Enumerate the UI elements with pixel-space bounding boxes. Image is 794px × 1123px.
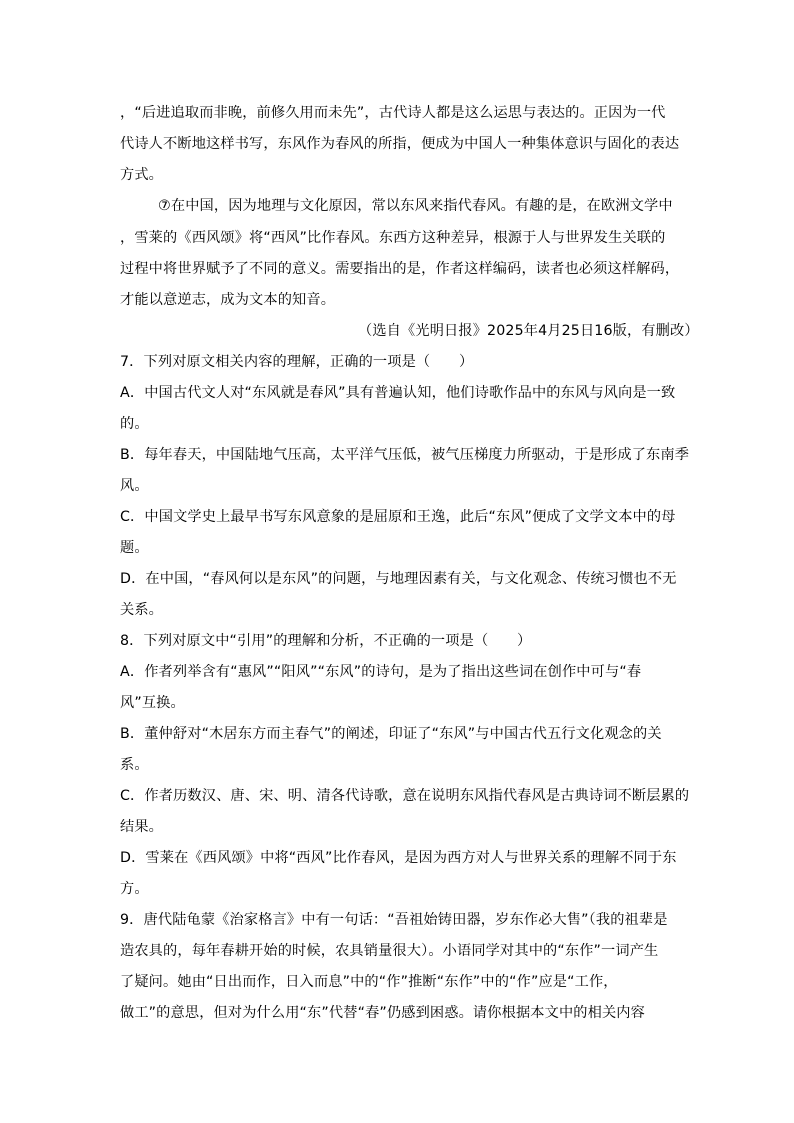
question-7-option-d: D．在中国，“春风何以是东风”的问题，与地理因素有关，与文化观念、传统习惯也不无 — [120, 571, 677, 587]
question-8-option-b: 系。 — [120, 757, 149, 773]
passage-line: ，“后进追取而非晚，前修久用而未先”，古代诗人都是这么运思与表达的。正因为一代 — [120, 105, 666, 121]
question-7-stem: 7．下列对原文相关内容的理解，正确的一项是（ ） — [120, 354, 474, 370]
source-citation: （选自《光明日报》2025年4月25日16版，有删改） — [358, 323, 699, 339]
question-9-line: 造农具的，每年春耕开始的时候，农具销量很大）。小语同学对其中的“东作”一词产生 — [120, 943, 659, 959]
question-9-line: 了疑问。她由“日出而作，日入而息”中的“作”推断“东作”中的“作”应是“工作， — [120, 974, 618, 990]
question-7-option-a: 的。 — [120, 416, 149, 432]
question-8-option-c: C．作者历数汉、唐、宋、明、清各代诗歌，意在说明东风指代春风是古典诗词不断层累的 — [120, 788, 690, 804]
question-8-option-c: 结果。 — [120, 819, 164, 835]
question-7-option-c: C．中国文学史上最早书写东风意象的是屈原和王逸，此后“东风”便成了文学文本中的母 — [120, 509, 676, 525]
question-8-option-d: D．雪莱在《西风颂》中将“西风”比作春风，是因为西方对人与世界关系的理解不同于东 — [120, 850, 677, 866]
question-8-option-d: 方。 — [120, 881, 149, 897]
question-8-option-a: 风”互换。 — [120, 695, 185, 711]
paragraph-7-line: 过程中将世界赋予了不同的意义。需要指出的是，作者这样编码，读者也必须这样解码， — [120, 261, 680, 277]
passage-line: 代诗人不断地这样书写，东风作为春风的所指，便成为中国人一种集体意识与固化的表达 — [120, 136, 680, 152]
question-7-option-b: B．每年春天，中国陆地气压高，太平洋气压低，被气压梯度力所驱动，于是形成了东南季 — [120, 447, 690, 463]
paragraph-7-line: 才能以意逆志，成为文本的知音。 — [120, 292, 336, 308]
paragraph-7-line: ，雪莱的《西风颂》将“西风”比作春风。东西方这种差异，根源于人与世界发生关联的 — [120, 230, 666, 246]
question-7-option-a: A．中国古代文人对“东风就是春风”具有普遍认知，他们诗歌作品中的东风与风向是一致 — [120, 385, 676, 401]
paragraph-7-line: ⑦在中国，因为地理与文化原因，常以东风来指代春风。有趣的是，在欧洲文学中 — [158, 198, 673, 214]
question-7-option-b: 风。 — [120, 478, 149, 494]
passage-line: 方式。 — [120, 167, 164, 183]
question-7-option-c: 题。 — [120, 540, 149, 556]
question-8-option-b: B．董仲舒对“木居东方而主春气”的阐述，印证了“东风”与中国古代五行文化观念的关 — [120, 726, 662, 742]
question-8-option-a: A．作者列举含有“惠风”“阳风”“东风”的诗句，是为了指出这些词在创作中可与“春 — [120, 664, 642, 680]
question-8-stem: 8．下列对原文中“引用”的理解和分析，不正确的一项是（ ） — [120, 633, 532, 649]
question-9-line: 做工”的意思，但对为什么用“东”代替“春”仍感到困惑。请你根据本文中的相关内容 — [120, 1005, 645, 1021]
question-7-option-d: 关系。 — [120, 602, 164, 618]
question-9-line: 9．唐代陆龟蒙《治家格言》中有一句话：“吾祖始铸田器，岁东作必大售”（我的祖辈是 — [120, 912, 668, 928]
